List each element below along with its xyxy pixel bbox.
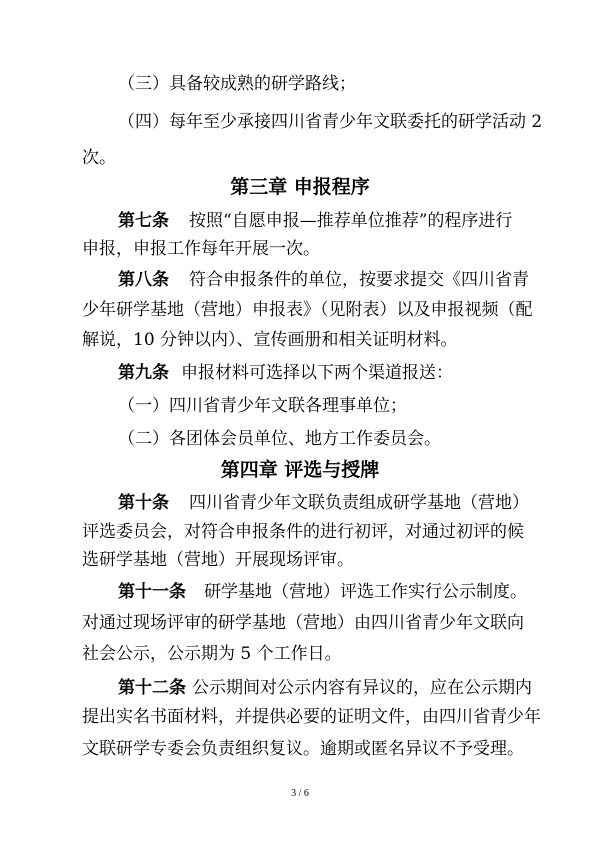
article-11-line2: 对通过现场评审的研学基地（营地）由四川省青少年文联向 (82, 613, 524, 633)
chapter-4-title: 第四章 评选与授牌 (220, 459, 380, 481)
article-12-line1 (118, 677, 532, 699)
page-number: 3 / 6 (291, 788, 309, 799)
article-8-line1 (118, 269, 529, 291)
article-9-label: 第九条 (118, 363, 169, 383)
article-7-label: 第七条 (118, 211, 169, 231)
item-4-line1: （四）每年至少承接四川省青少年文联委托的研学活动 2 (118, 112, 543, 132)
article-12-line2: 提出实名书面材料，并提供必要的证明文件，由四川省青少年 (82, 707, 541, 727)
article-12-label: 第十二条 (118, 678, 186, 698)
article-8-label: 第八条 (118, 270, 169, 290)
article-10-line3: 选研学基地（营地）开展现场评审。 (82, 550, 354, 570)
article-11-text: 研学基地（营地）评选工作实行公示制度。 (204, 582, 527, 602)
article-10-text: 四川省青少年文联负责组成研学基地（营地） (189, 493, 529, 513)
article-8-line3: 解说，10 分钟以内）、宣传画册和相关证明材料。 (82, 330, 458, 350)
article-7-line1 (118, 210, 512, 232)
article-7-line2: 申报，申报工作每年开展一次。 (82, 239, 320, 259)
item-4-line2: 次。 (82, 148, 116, 168)
chapter-3-title: 第三章 申报程序 (230, 176, 370, 198)
article-9-option-2: （二）各团体会员单位、地方工作委员会。 (118, 429, 441, 449)
article-7-text: 按照“自愿申报—推荐单位推荐”的程序进行 (189, 211, 513, 231)
article-11-line3: 社会公示，公示期为 5 个工作日。 (82, 644, 342, 664)
article-12-text: 公示期间对公示内容有异议的，应在公示期内 (192, 678, 532, 698)
article-11-label: 第十一条 (118, 582, 186, 602)
article-11-line1 (118, 581, 527, 603)
article-9-line1 (118, 362, 453, 384)
item-3: （三）具备较成熟的研学路线； (118, 74, 356, 94)
article-9-option-1: （一）四川省青少年文联各理事单位； (118, 396, 407, 416)
article-10-line1 (118, 492, 529, 514)
article-12-line3: 文联研学专委会负责组织复议。逾期或匿名异议不予受理。 (82, 739, 524, 759)
article-8-text: 符合申报条件的单位，按要求提交《四川省青 (189, 270, 529, 290)
article-8-line2: 少年研学基地（营地）申报表》（见附表）以及申报视频（配 (82, 300, 533, 320)
article-10-line2: 评选委员会，对符合申报条件的进行初评，对通过初评的候 (82, 522, 524, 542)
article-10-label: 第十条 (118, 493, 169, 513)
article-9-text: 申报材料可选择以下两个渠道报送： (181, 363, 453, 383)
